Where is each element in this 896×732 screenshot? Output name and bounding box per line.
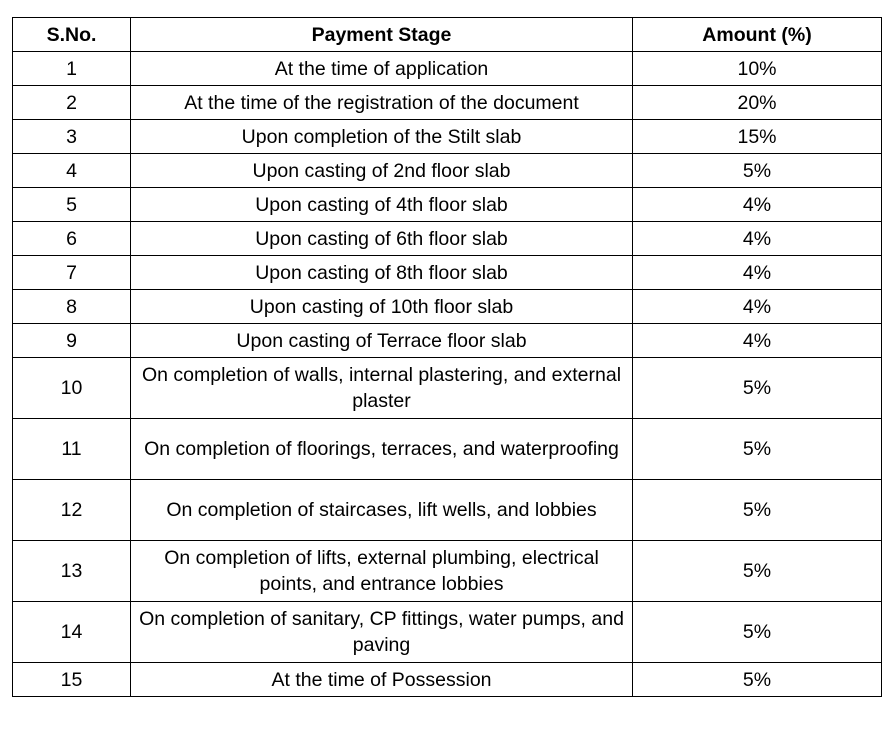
cell-sno: 14 bbox=[13, 602, 131, 663]
table-row bbox=[13, 358, 882, 419]
cell-sno: 13 bbox=[13, 541, 131, 602]
table-row bbox=[13, 419, 882, 480]
cell-stage: On completion of floorings, terraces, and waterproofing bbox=[131, 419, 633, 480]
header-payment-stage: Payment Stage bbox=[131, 18, 633, 52]
cell-amount: 15% bbox=[633, 120, 882, 154]
cell-sno: 5 bbox=[13, 188, 131, 222]
table-row bbox=[13, 256, 882, 290]
table-row bbox=[13, 602, 882, 663]
cell-amount: 5% bbox=[633, 480, 882, 541]
cell-sno: 2 bbox=[13, 86, 131, 120]
cell-sno: 7 bbox=[13, 256, 131, 290]
cell-sno: 6 bbox=[13, 222, 131, 256]
header-amount: Amount (%) bbox=[633, 18, 882, 52]
cell-stage: At the time of application bbox=[131, 52, 633, 86]
table-row bbox=[13, 154, 882, 188]
table-row bbox=[13, 120, 882, 154]
cell-stage: On completion of sanitary, CP fittings, water pumps, and paving bbox=[131, 602, 633, 663]
cell-sno: 4 bbox=[13, 154, 131, 188]
cell-amount: 10% bbox=[633, 52, 882, 86]
table-row bbox=[13, 663, 882, 697]
cell-sno: 10 bbox=[13, 358, 131, 419]
cell-stage: Upon casting of 6th floor slab bbox=[131, 222, 633, 256]
cell-stage: Upon casting of 10th floor slab bbox=[131, 290, 633, 324]
cell-amount: 5% bbox=[633, 358, 882, 419]
cell-sno: 15 bbox=[13, 663, 131, 697]
cell-amount: 5% bbox=[633, 602, 882, 663]
cell-sno: 8 bbox=[13, 290, 131, 324]
cell-amount: 5% bbox=[633, 154, 882, 188]
table-row bbox=[13, 222, 882, 256]
table-row bbox=[13, 188, 882, 222]
cell-amount: 5% bbox=[633, 541, 882, 602]
cell-amount: 4% bbox=[633, 222, 882, 256]
cell-amount: 5% bbox=[633, 419, 882, 480]
table-row bbox=[13, 324, 882, 358]
cell-amount: 4% bbox=[633, 256, 882, 290]
cell-stage: At the time of the registration of the document bbox=[131, 86, 633, 120]
table-row bbox=[13, 541, 882, 602]
cell-sno: 11 bbox=[13, 419, 131, 480]
table-row bbox=[13, 480, 882, 541]
cell-stage: Upon casting of Terrace floor slab bbox=[131, 324, 633, 358]
payment-schedule-table bbox=[12, 17, 882, 697]
cell-amount: 4% bbox=[633, 324, 882, 358]
cell-stage: Upon casting of 2nd floor slab bbox=[131, 154, 633, 188]
cell-amount: 20% bbox=[633, 86, 882, 120]
cell-stage: Upon completion of the Stilt slab bbox=[131, 120, 633, 154]
cell-stage: On completion of staircases, lift wells, and lobbies bbox=[131, 480, 633, 541]
cell-sno: 1 bbox=[13, 52, 131, 86]
table-row bbox=[13, 290, 882, 324]
table-row bbox=[13, 86, 882, 120]
cell-stage: Upon casting of 4th floor slab bbox=[131, 188, 633, 222]
cell-stage: On completion of lifts, external plumbing, electrical points, and entrance lobbies bbox=[131, 541, 633, 602]
header-sno: S.No. bbox=[13, 18, 131, 52]
table-row bbox=[13, 52, 882, 86]
cell-amount: 4% bbox=[633, 188, 882, 222]
cell-sno: 12 bbox=[13, 480, 131, 541]
cell-stage: At the time of Possession bbox=[131, 663, 633, 697]
cell-amount: 4% bbox=[633, 290, 882, 324]
cell-stage: On completion of walls, internal plastering, and external plaster bbox=[131, 358, 633, 419]
cell-amount: 5% bbox=[633, 663, 882, 697]
cell-sno: 9 bbox=[13, 324, 131, 358]
cell-stage: Upon casting of 8th floor slab bbox=[131, 256, 633, 290]
cell-sno: 3 bbox=[13, 120, 131, 154]
table-header-row bbox=[13, 18, 882, 52]
